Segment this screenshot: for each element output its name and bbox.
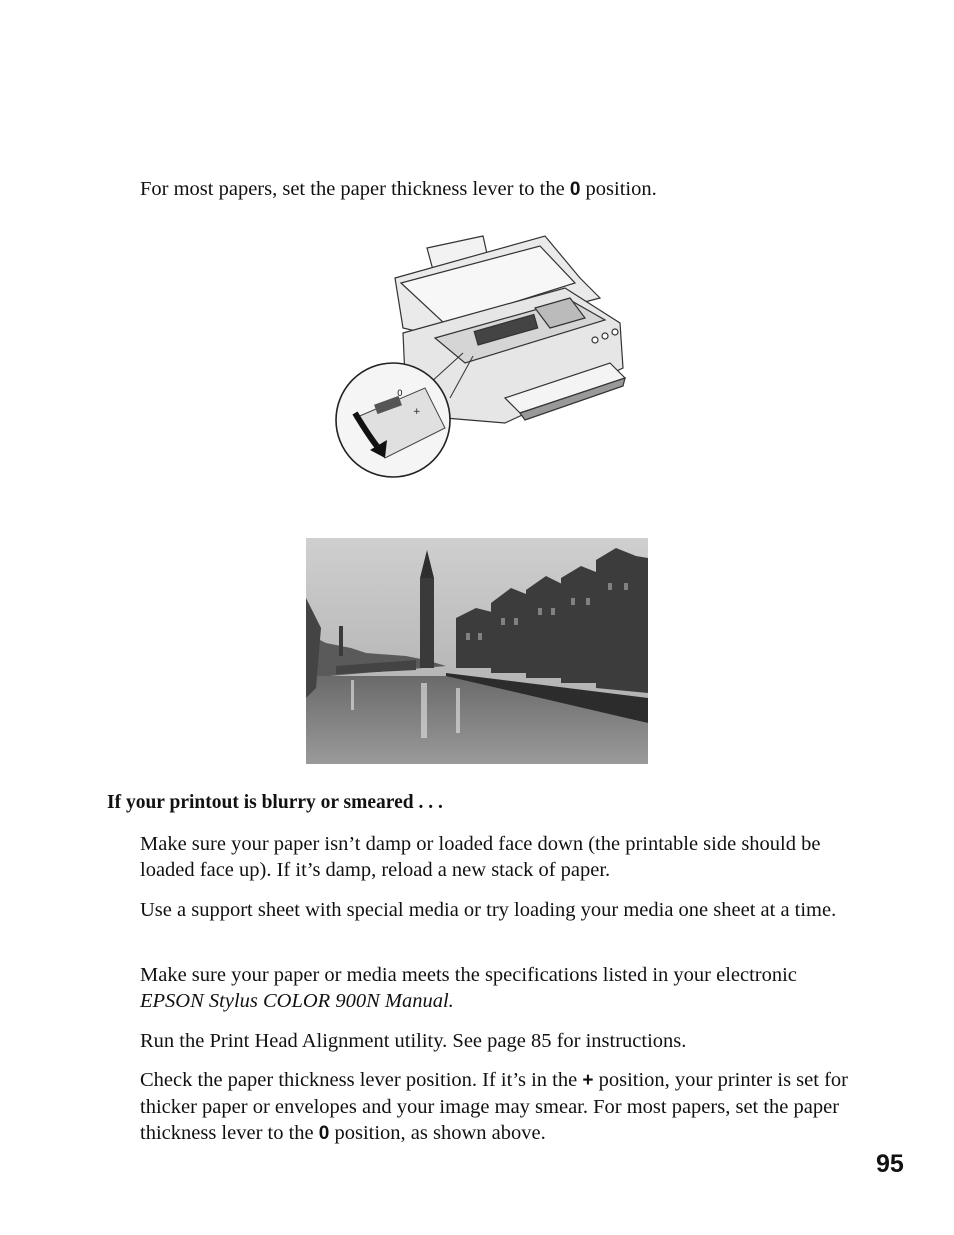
lever-zero-symbol-2: 0 — [318, 1123, 330, 1144]
intro-text-before: For most papers, set the paper thickness lever to the — [140, 178, 570, 200]
lever-text-a: Check the paper thickness lever position. If it’s in the — [140, 1069, 583, 1091]
intro-paragraph — [140, 176, 850, 203]
tip-paragraph-support-sheet: Use a support sheet with special media or try loading your media one sheet at a time. — [140, 899, 837, 921]
tip-paragraph-alignment: Run the Print Head Alignment utility. See page 85 for instructions. — [140, 1030, 687, 1052]
lever-text-c: position, as shown above. — [329, 1122, 546, 1144]
lever-plus-symbol: + — [582, 1070, 594, 1091]
printer-with-thickness-lever-illustration — [335, 228, 635, 478]
tip-paragraph-damp-paper: Make sure your paper isn’t damp or loaded face down (the printable side should be loaded face up). If it’s damp, reload a new stack of paper. — [140, 833, 821, 881]
intro-text-after: position. — [580, 178, 657, 200]
tip-paragraph-specifications — [140, 962, 850, 1014]
section-heading: If your printout is blurry or smeared . . . — [107, 792, 443, 813]
page-number: 95 — [876, 1150, 904, 1178]
canal-town-photo — [306, 538, 648, 764]
specifications-text: Make sure your paper or media meets the specifications listed in your electronic — [140, 964, 797, 986]
manual-title: EPSON Stylus COLOR 900N Manual. — [140, 990, 454, 1012]
svg-text:+: + — [413, 407, 421, 417]
lever-zero-symbol: 0 — [569, 179, 581, 200]
svg-text:0: 0 — [397, 389, 403, 399]
tip-paragraph-thickness-lever — [140, 1067, 850, 1147]
lever-text-b: position, your printer is set for thicker paper or envelopes and your image may smear. For most papers, set the paper thickness lever to the — [140, 1069, 848, 1144]
